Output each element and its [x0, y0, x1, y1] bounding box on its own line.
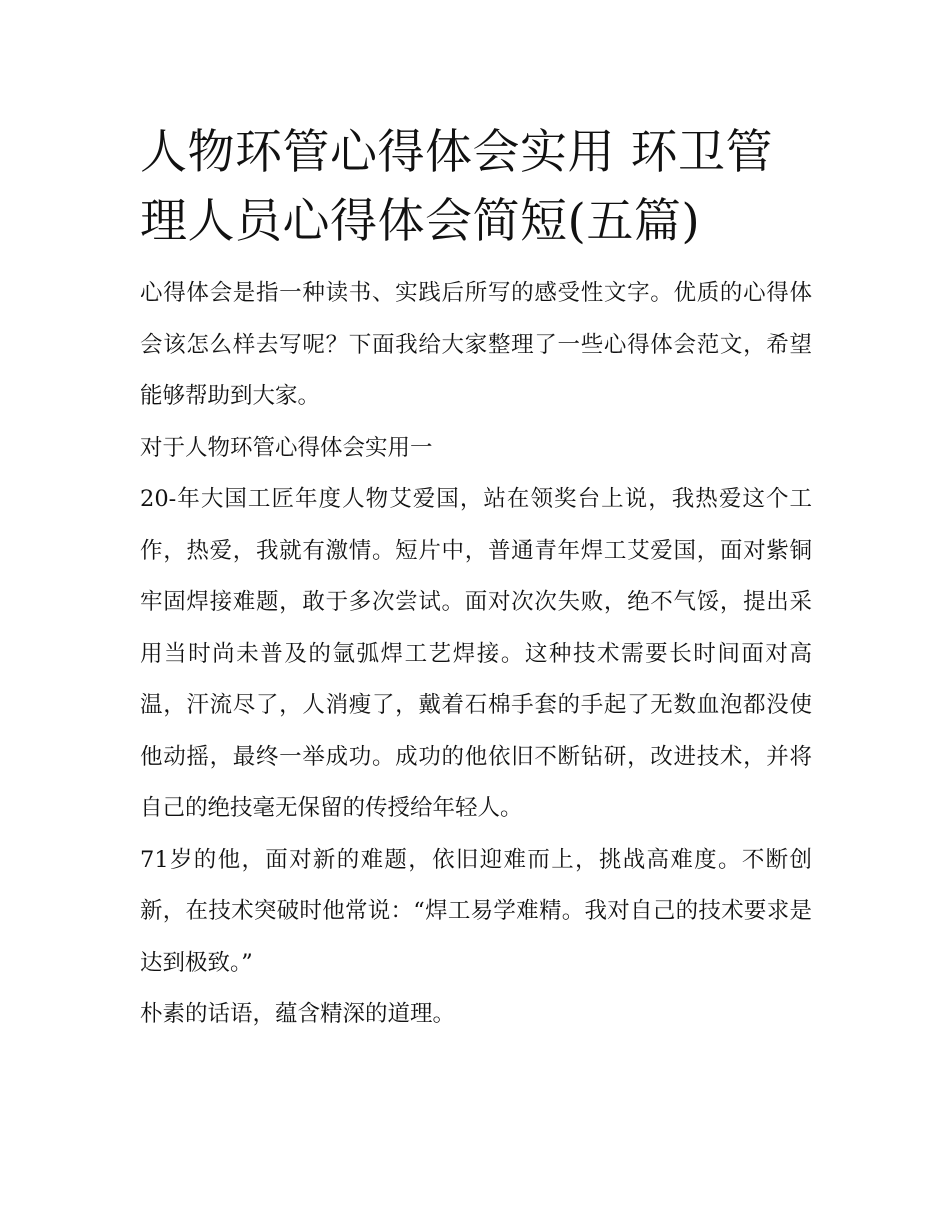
body-paragraph-3: 朴素的话语，蕴含精深的道理。: [140, 1001, 456, 1027]
document-body: [140, 118, 812, 1041]
section-heading: 对于人物环管心得体会实用一: [140, 434, 433, 461]
body-paragraph-2: 71岁的他，面对新的难题，依旧迎难而上，挑战高难度。不断创新，在技术突破时他常说：“焊工易学难精。我对自己的技术要求是达到极致。”: [140, 846, 812, 976]
intro-paragraph: 心得体会是指一种读书、实践后所写的感受性文字。优质的心得体会该怎么样去写呢？下面我给大家整理了一些心得体会范文，希望能够帮助到大家。: [140, 280, 812, 409]
document-title: 人物环管心得体会实用 环卫管理人员心得体会简短(五篇): [140, 125, 773, 249]
body-paragraph-1: 20-年大国工匠年度人物艾爱国，站在领奖台上说，我热爱这个工作，热爱，我就有激情。短片中，普通青年焊工艾爱国，面对紫铜牢固焊接难题，敢于多次尝试。面对次次失败，绝不气馁，提出采用当时尚未普及的氩弧焊工艺焊接。这种技术需要长时间面对高温，汗流尽了，人消瘦了，戴着石棉手套的手起了无数血泡都没使他动摇，最终一举成功。成功的他依旧不断钻研，改进技术，并将自己的绝技毫无保留的传授给年轻人。: [140, 486, 812, 821]
